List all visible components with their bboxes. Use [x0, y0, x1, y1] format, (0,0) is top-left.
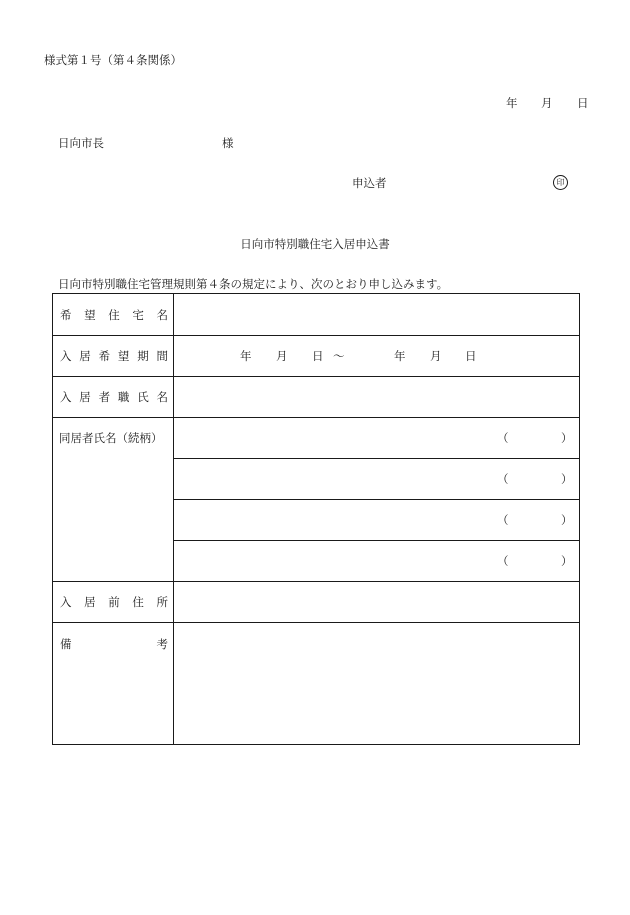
period-from-month: 月: [276, 349, 288, 363]
application-form-table: [52, 293, 580, 745]
label-previous-address: 入 居 前 住 所: [60, 595, 168, 609]
relation-open: （: [497, 431, 509, 445]
period-tilde: ～: [333, 349, 345, 363]
row-divider: [53, 335, 579, 336]
period-from-year: 年: [240, 349, 252, 363]
label-resident-position-name: 入 居 者 職 氏 名: [60, 390, 168, 404]
label-desired-residence: 希 望 住 宅 名: [60, 308, 168, 322]
relation-open: （: [497, 472, 509, 486]
preamble: 日向市特別職住宅管理規則第４条の規定により、次のとおり申し込みます。: [58, 277, 449, 291]
header-date-day: 日: [577, 96, 589, 110]
applicant-label: 申込者: [352, 176, 387, 190]
row-divider: [53, 581, 579, 582]
label-desired-period: 入 居 希 望 期 間: [60, 349, 168, 363]
column-divider: [173, 294, 174, 744]
row-divider: [53, 417, 579, 418]
relation-close: ）: [561, 513, 573, 527]
relation-open: （: [497, 513, 509, 527]
period-to-year: 年: [394, 349, 406, 363]
row-divider: [53, 376, 579, 377]
period-to-day: 日: [465, 349, 477, 363]
form-number: 様式第１号（第４条関係）: [44, 53, 182, 67]
header-date-year: 年: [506, 96, 518, 110]
row-divider: [173, 458, 579, 459]
row-divider: [173, 540, 579, 541]
row-divider: [173, 499, 579, 500]
period-from-day: 日: [312, 349, 324, 363]
label-remarks: 備 考: [60, 637, 168, 651]
relation-open: （: [497, 554, 509, 568]
period-to-month: 月: [430, 349, 442, 363]
row-divider: [53, 622, 579, 623]
relation-close: ）: [561, 472, 573, 486]
honorific: 様: [222, 136, 234, 150]
label-cohabitants: 同居者氏名（続柄）: [59, 431, 163, 445]
relation-close: ）: [561, 431, 573, 445]
header-date-month: 月: [541, 96, 553, 110]
relation-close: ）: [561, 554, 573, 568]
addressee: 日向市長: [58, 136, 104, 150]
document-title: 日向市特別職住宅入居申込書: [240, 237, 390, 251]
seal-mark: 印: [553, 175, 568, 190]
